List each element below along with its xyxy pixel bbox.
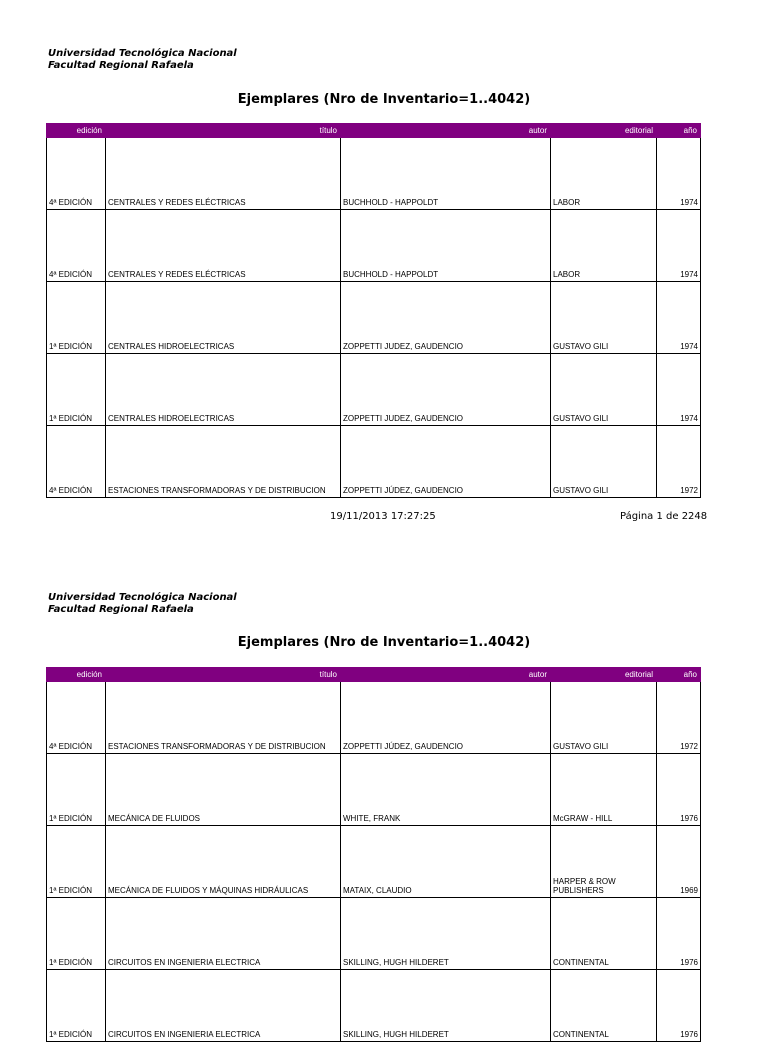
col-header-autor: autor [341,124,551,138]
footer-timestamp: 19/11/2013 17:27:25 [330,511,436,522]
cell-autor: BUCHHOLD - HAPPOLDT [341,210,551,282]
cell-titulo: ESTACIONES TRANSFORMADORAS Y DE DISTRIBUCION [106,426,341,498]
cell-editorial: HARPER & ROW PUBLISHERS [551,826,657,898]
cell-titulo: CENTRALES HIDROELECTRICAS [106,354,341,426]
inventory-table [46,667,701,1042]
cell-anio: 1969 [657,826,701,898]
cell-autor: ZOPPETTI JUDEZ, GAUDENCIO [341,282,551,354]
table-header-row [47,668,701,682]
cell-titulo: CENTRALES Y REDES ELÉCTRICAS [106,210,341,282]
cell-edicion: 1ª EDICIÓN [47,754,106,826]
cell-anio: 1976 [657,898,701,970]
cell-anio: 1974 [657,354,701,426]
cell-editorial: LABOR [551,210,657,282]
cell-autor: ZOPPETTI JÚDEZ, GAUDENCIO [341,426,551,498]
cell-editorial: CONTINENTAL [551,898,657,970]
university-name: Universidad Tecnológica Nacional [48,48,237,59]
cell-titulo: MECÁNICA DE FLUIDOS [106,754,341,826]
cell-anio: 1972 [657,426,701,498]
institution-header [48,592,237,616]
col-header-editorial: editorial [551,668,657,682]
col-header-titulo: título [106,124,341,138]
col-header-anio: año [657,668,701,682]
faculty-name: Facultad Regional Rafaela [48,60,194,71]
cell-autor: SKILLING, HUGH HILDERET [341,970,551,1042]
cell-anio: 1974 [657,138,701,210]
cell-edicion: 4ª EDICIÓN [47,426,106,498]
faculty-name: Facultad Regional Rafaela [48,604,194,615]
col-header-anio: año [657,124,701,138]
cell-edicion: 1ª EDICIÓN [47,970,106,1042]
table-row [47,754,701,826]
cell-anio: 1974 [657,210,701,282]
cell-titulo: CIRCUITOS EN INGENIERIA ELECTRICA [106,898,341,970]
footer-page-number: Página 1 de 2248 [620,511,708,522]
university-name: Universidad Tecnológica Nacional [48,592,237,603]
cell-titulo: CENTRALES Y REDES ELÉCTRICAS [106,138,341,210]
table-row [47,898,701,970]
cell-autor: ZOPPETTI JÚDEZ, GAUDENCIO [341,682,551,754]
cell-editorial: GUSTAVO GILI [551,682,657,754]
cell-edicion: 1ª EDICIÓN [47,282,106,354]
cell-editorial: McGRAW - HILL [551,754,657,826]
cell-autor: BUCHHOLD - HAPPOLDT [341,138,551,210]
cell-autor: ZOPPETTI JUDEZ, GAUDENCIO [341,354,551,426]
col-header-edicion: edición [47,668,106,682]
cell-editorial: GUSTAVO GILI [551,426,657,498]
cell-edicion: 1ª EDICIÓN [47,354,106,426]
cell-titulo: MECÁNICA DE FLUIDOS Y MÁQUINAS HIDRÁULICAS [106,826,341,898]
cell-autor: SKILLING, HUGH HILDERET [341,898,551,970]
cell-edicion: 1ª EDICIÓN [47,826,106,898]
table-row [47,682,701,754]
cell-edicion: 4ª EDICIÓN [47,682,106,754]
col-header-editorial: editorial [551,124,657,138]
col-header-autor: autor [341,668,551,682]
col-header-edicion: edición [47,124,106,138]
cell-autor: MATAIX, CLAUDIO [341,826,551,898]
cell-editorial: GUSTAVO GILI [551,354,657,426]
cell-anio: 1976 [657,970,701,1042]
report-title: Ejemplares (Nro de Inventario=1..4042) [237,635,531,650]
col-header-titulo: título [106,668,341,682]
cell-autor: WHITE, FRANK [341,754,551,826]
table-row [47,970,701,1042]
cell-titulo: ESTACIONES TRANSFORMADORAS Y DE DISTRIBUCION [106,682,341,754]
cell-anio: 1976 [657,754,701,826]
cell-anio: 1972 [657,682,701,754]
report-title: Ejemplares (Nro de Inventario=1..4042) [237,92,531,107]
cell-titulo: CIRCUITOS EN INGENIERIA ELECTRICA [106,970,341,1042]
cell-anio: 1974 [657,282,701,354]
cell-editorial: CONTINENTAL [551,970,657,1042]
table-row [47,826,701,898]
cell-editorial: LABOR [551,138,657,210]
cell-edicion: 4ª EDICIÓN [47,210,106,282]
cell-edicion: 4ª EDICIÓN [47,138,106,210]
cell-titulo: CENTRALES HIDROELECTRICAS [106,282,341,354]
cell-editorial: GUSTAVO GILI [551,282,657,354]
cell-edicion: 1ª EDICIÓN [47,898,106,970]
